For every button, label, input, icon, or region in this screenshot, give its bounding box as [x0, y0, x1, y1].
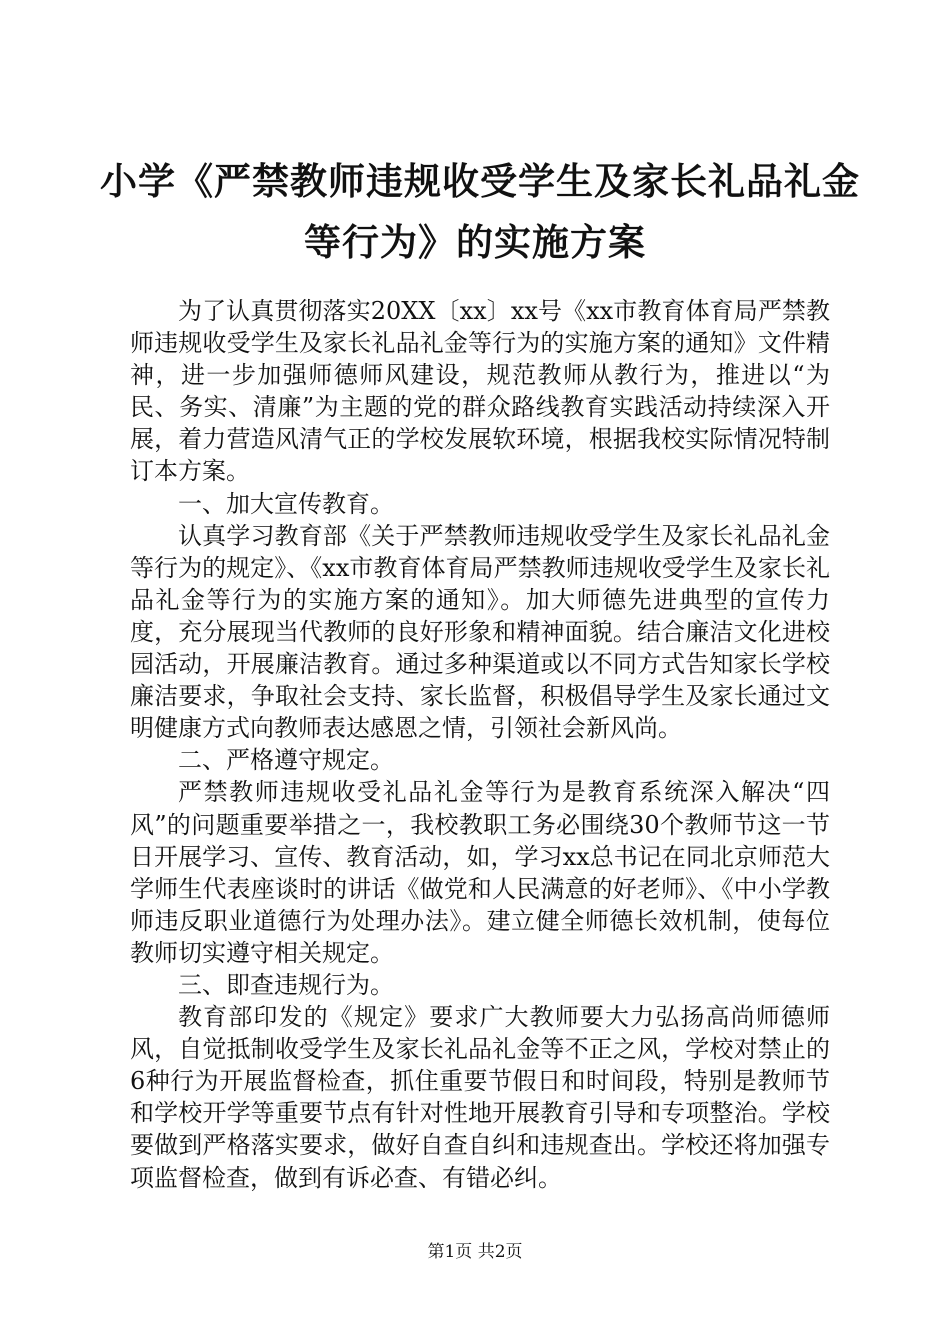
section-paragraph-2: 严禁教师违规收受礼品礼金等行为是教育系统深入解决“四风”的问题重要举措之一，我校教职工务必围绕30个教师节这一节日开展学习、宣传、教育活动，如，学习xx总书记在同北京师范大学师生代表座谈时的讲话《做党和人民满意的好老师》、《中小学教师违反职业道德行为处理办法》。建立健全师德长效机制，使每位教师切实遵守相关规定。: [130, 778, 830, 967]
intro-paragraph: 为了认真贯彻落实20XX〔xx〕xx号《xx市教育体育局严禁教师违规收受学生及家长礼品礼金等行为的实施方案的通知》文件精神，进一步加强师德师风建设，规范教师从教行为，推进以“为民、务实、清廉”为主题的党的群众路线教育实践活动持续深入开展，着力营造风清气正的学校发展软环境，根据我校实际情况特制订本方案。: [130, 297, 830, 486]
document-title-line-1: 小学《严禁教师违规收受学生及家长礼品礼金: [100, 159, 860, 203]
document-title-line-2: 等行为》的实施方案: [304, 220, 646, 264]
document-body: [130, 295, 830, 1194]
section-heading-1: 一、加大宣传教育。: [178, 489, 394, 518]
page-number-footer: 第1页 共2页: [427, 1242, 523, 1262]
section-paragraph-3: 教育部印发的《规定》要求广大教师要大力弘扬高尚师德师风，自觉抵制收受学生及家长礼品礼金等不正之风，学校对禁止的6种行为开展监督检查，抓住重要节假日和时间段，特别是教师节和学校开学等重要节点有针对性地开展教育引导和专项整治。学校要做到严格落实要求，做好自查自纠和违规查出。学校还将加强专项监督检查，做到有诉必查、有错必纠。: [130, 1003, 830, 1192]
section-paragraph-1: 认真学习教育部《关于严禁教师违规收受学生及家长礼品礼金等行为的规定》、《xx市教育体育局严禁教师违规收受学生及家长礼品礼金等行为的实施方案的通知》。加大师德先进典型的宣传力度，充分展现当代教师的良好形象和精神面貌。结合廉洁文化进校园活动，开展廉洁教育。通过多种渠道或以不同方式告知家长学校廉洁要求，争取社会支持、家长监督，积极倡导学生及家长通过文明健康方式向教师表达感恩之情，引领社会新风尚。: [130, 521, 830, 743]
section-heading-3: 三、即查违规行为。: [178, 970, 394, 999]
section-heading-2: 二、严格遵守规定。: [178, 746, 394, 775]
